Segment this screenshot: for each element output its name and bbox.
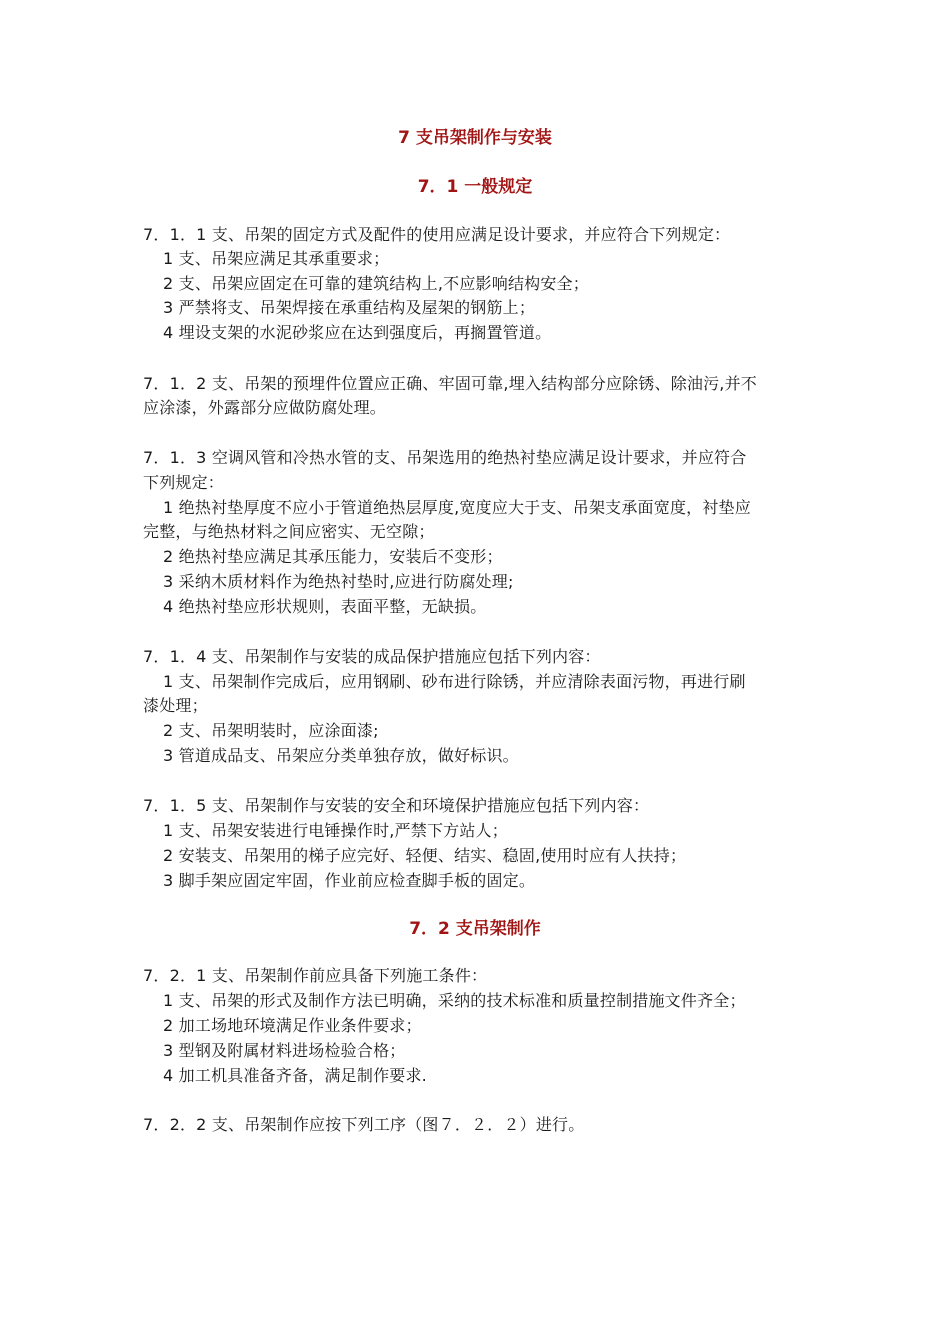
clause-7-1-4-item-1: 1 支、吊架制作完成后，应用钢刷、砂布进行除锈，并应清除表面污物，再进行刷	[163, 672, 746, 691]
clause-7-1-1-item-3: 3 严禁将支、吊架焊接在承重结构及屋架的钢筋上；	[163, 298, 536, 317]
clause-7-2-1-item-3: 3 型钢及附属材料进场检验合格；	[163, 1041, 406, 1060]
clause-7-1-2-line-2: 应涂漆，外露部分应做防腐处理。	[143, 398, 387, 417]
clause-7-2-1: 7．2．1 支、吊架制作前应具备下列施工条件：	[143, 966, 488, 985]
clause-7-1-3-item-3: 3 采纳木质材料作为绝热衬垫时,应进行防腐处理;	[163, 572, 514, 591]
clause-7-1-5-item-1: 1 支、吊架安装进行电锤操作时,严禁下方站人；	[163, 821, 508, 840]
clause-7-1-2-line-1: 7．1．2 支、吊架的预埋件位置应正确、牢固可靠,埋入结构部分应除锈、除油污,并不	[143, 374, 757, 393]
clause-7-2-1-item-2: 2 加工场地环境满足作业条件要求；	[163, 1016, 422, 1035]
clause-7-1-5-item-3: 3 脚手架应固定牢固，作业前应检查脚手板的固定。	[163, 871, 536, 890]
clause-7-1-5-item-2: 2 安装支、吊架用的梯子应完好、轻便、结实、稳固,使用时应有人扶持；	[163, 846, 687, 865]
clause-7-1-4-item-3: 3 管道成品支、吊架应分类单独存放，做好标识。	[163, 746, 519, 765]
section-title-7-1: 7．1 一般规定	[417, 177, 533, 197]
clause-7-1-1-item-4: 4 埋设支架的水泥砂浆应在达到强度后，再搁置管道。	[163, 323, 552, 342]
clause-7-1-3-item-4: 4 绝热衬垫应形状规则，表面平整，无缺损。	[163, 597, 487, 616]
clause-7-1-3-item-2: 2 绝热衬垫应满足其承压能力，安装后不变形；	[163, 547, 503, 566]
chapter-title: 7 支吊架制作与安装	[398, 128, 552, 148]
clause-7-2-1-item-1: 1 支、吊架的形式及制作方法已明确，采纳的技术标准和质量控制措施文件齐全；	[163, 991, 746, 1010]
clause-7-1-3-line-1: 7．1．3 空调风管和冷热水管的支、吊架选用的绝热衬垫应满足设计要求，并应符合	[143, 448, 747, 467]
clause-7-1-3-item-1-cont: 完整，与绝热材料之间应密实、无空隙；	[143, 522, 435, 541]
clause-7-1-3-item-1: 1 绝热衬垫厚度不应小于管道绝热层厚度,宽度应大于支、吊架支承面宽度，衬垫应	[163, 498, 751, 517]
clause-7-1-1: 7．1．1 支、吊架的固定方式及配件的使用应满足设计要求，并应符合下列规定：	[143, 225, 731, 244]
clause-7-1-3-line-2: 下列规定：	[143, 473, 225, 492]
section-title-7-2: 7．2 支吊架制作	[409, 919, 541, 939]
clause-7-1-4: 7．1．4 支、吊架制作与安装的成品保护措施应包括下列内容：	[143, 647, 601, 666]
clause-7-1-1-item-1: 1 支、吊架应满足其承重要求；	[163, 249, 390, 268]
clause-7-1-5: 7．1．5 支、吊架制作与安装的安全和环境保护措施应包括下列内容：	[143, 796, 650, 815]
clause-7-2-1-item-4: 4 加工机具准备齐备，满足制作要求.	[163, 1066, 427, 1085]
clause-7-1-1-item-2: 2 支、吊架应固定在可靠的建筑结构上,不应影响结构安全；	[163, 274, 589, 293]
clause-7-1-4-item-2: 2 支、吊架明装时，应涂面漆;	[163, 721, 379, 740]
clause-7-1-4-item-1-cont: 漆处理；	[143, 696, 208, 715]
clause-7-2-2: 7．2．2 支、吊架制作应按下列工序（图７．２．２）进行。	[143, 1115, 585, 1134]
